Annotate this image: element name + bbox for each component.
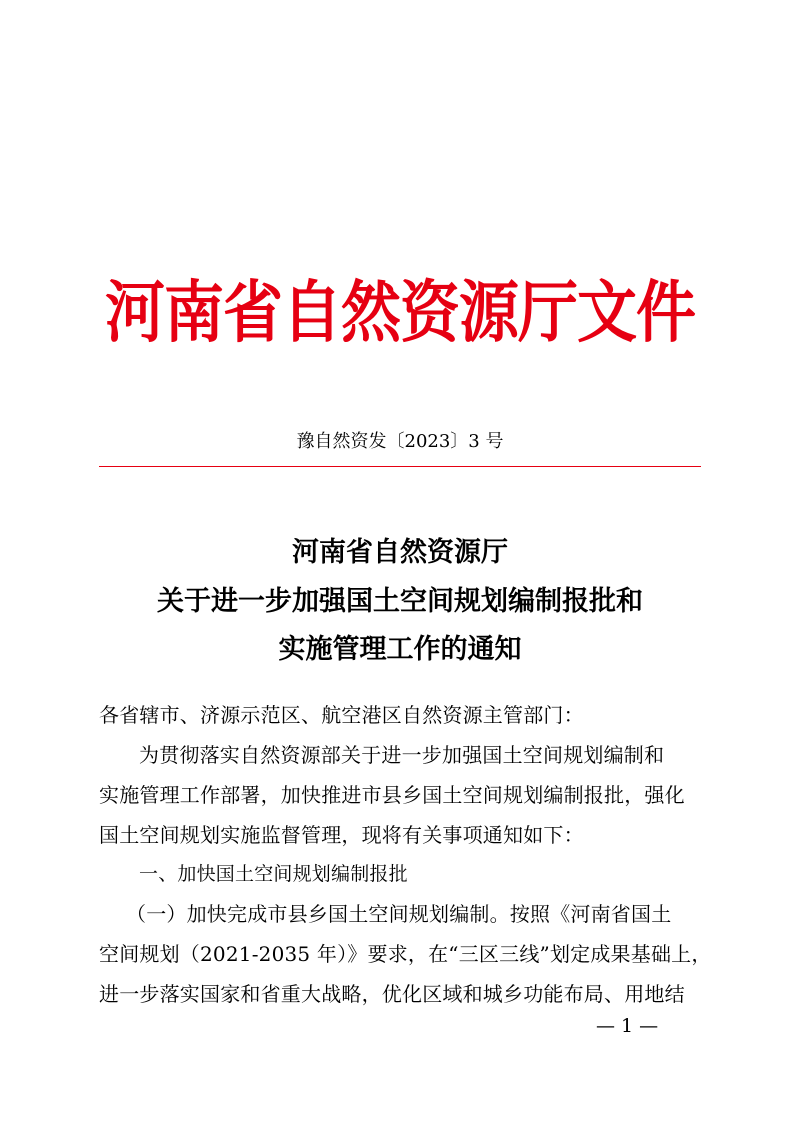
item-line-1: （一）加快完成市县乡国土空间规划编制。按照《河南省国土 — [126, 902, 672, 926]
addressee: 各省辖市、济源示范区、航空港区自然资源主管部门： — [99, 703, 584, 727]
section-heading: 一、加快国土空间规划编制报批 — [139, 863, 408, 885]
title-line-2: 关于进一步加强国土空间规划编制报批和 — [157, 586, 643, 617]
red-divider-line — [99, 466, 701, 467]
intro-line-2: 实施管理工作部署，加快推进市县乡国土空间规划编制报批，强化 — [99, 783, 685, 807]
intro-line-3: 国土空间规划实施监督管理，现将有关事项通知如下： — [99, 823, 584, 847]
item-line-2: 空间规划（2021-2035 年）》要求，在“三区三线”划定成果基础上， — [99, 942, 712, 966]
item-line-3: 进一步落实国家和省重大战略，优化区域和城乡功能布局、用地结 — [99, 982, 685, 1006]
intro-line-1: 为贯彻落实自然资源部关于进一步加强国土空间规划编制和 — [139, 743, 665, 767]
title-line-1: 河南省自然资源厅 — [292, 537, 508, 568]
page-number: — 1 — — [596, 1015, 659, 1037]
document-masthead: 河南省自然资源厅文件 — [105, 273, 695, 353]
title-line-3: 实施管理工作的通知 — [278, 634, 522, 665]
document-number: 豫自然资发〔2023〕3 号 — [296, 431, 504, 452]
